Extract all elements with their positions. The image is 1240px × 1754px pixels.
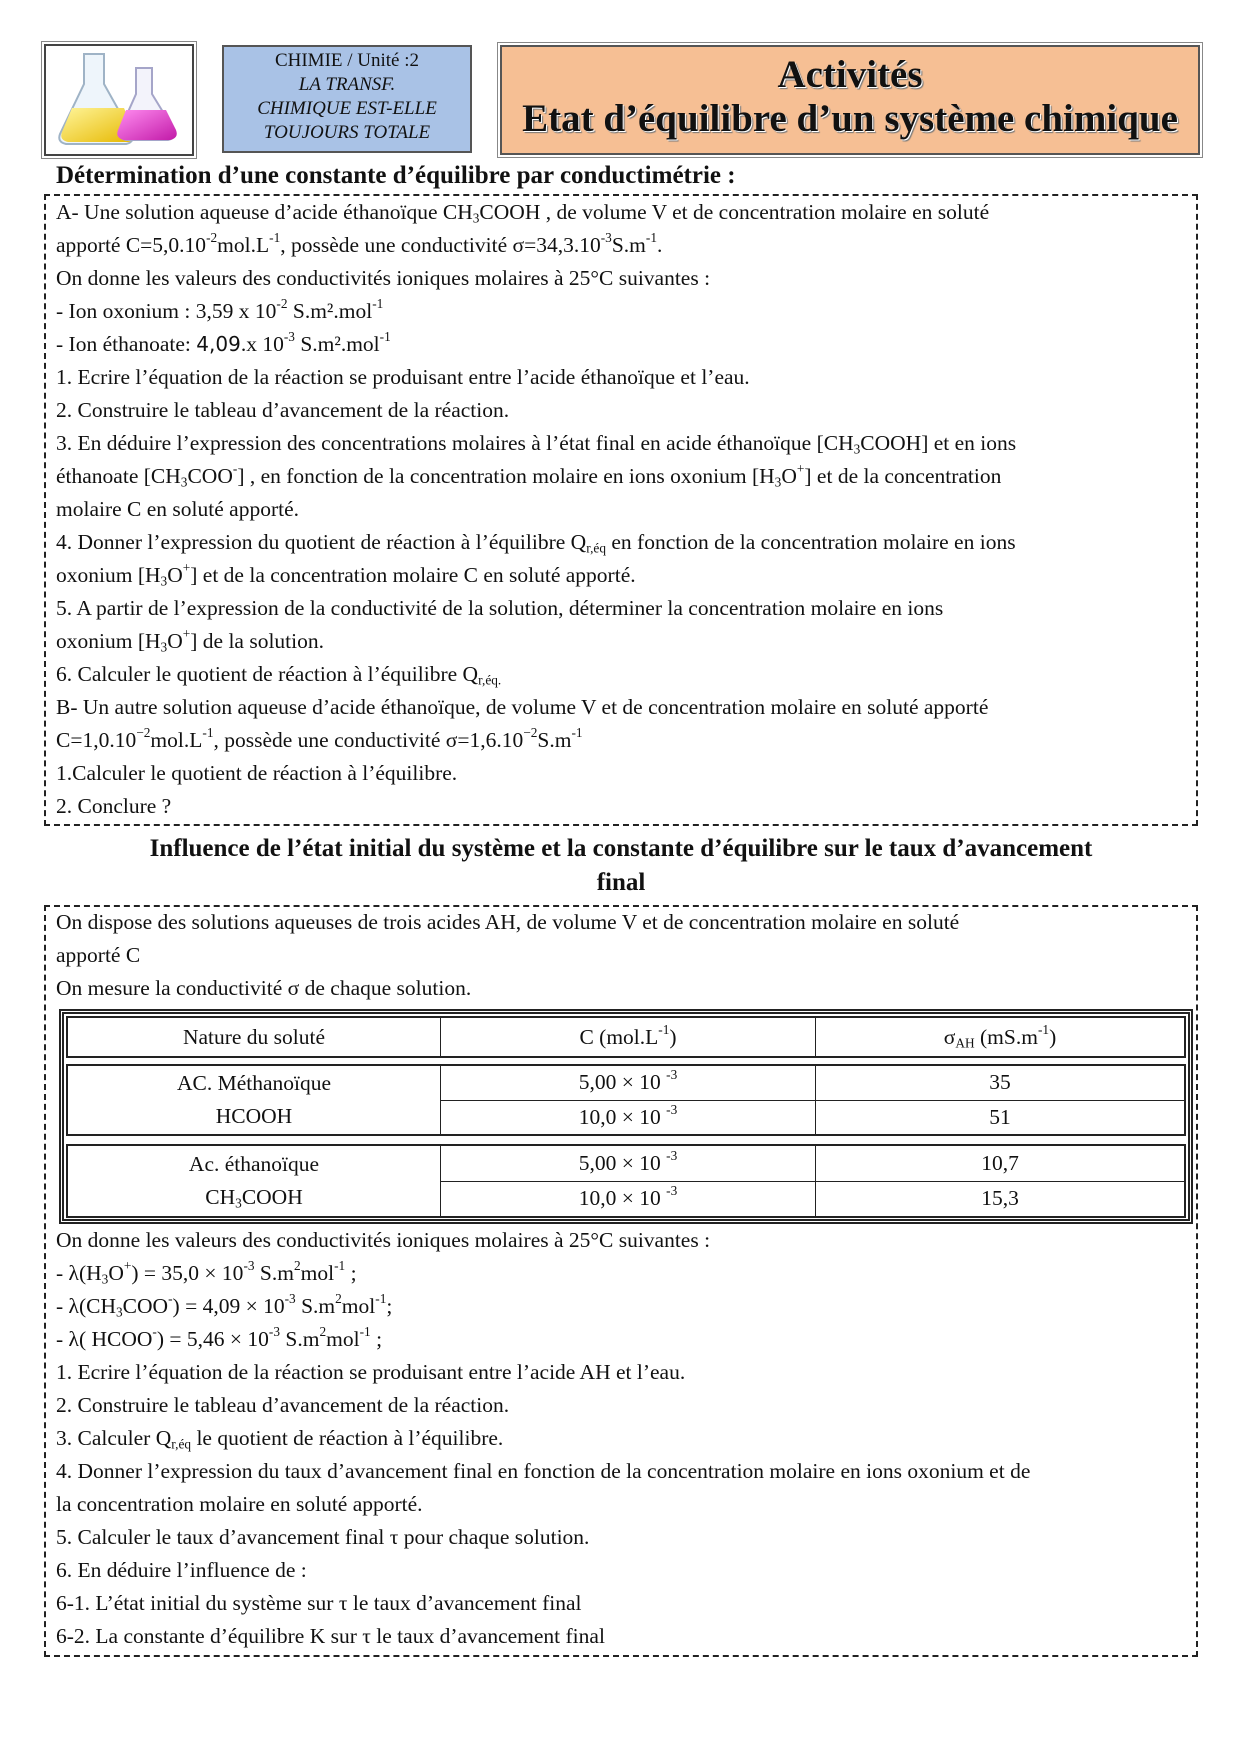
question-3: 3. En déduire l’expression des concentrations molaires à l’état final en acide éthanoïque $[CH_3COOH]$ et en ions xyxy=(56,431,1017,457)
lambda-ethanoate: - $\lambda(CH_3COO^-) = 4,09 \times 10^{-3}$ $S.m^2mol^{-1}$; xyxy=(56,1291,393,1320)
question-3-cont: molaire C en soluté apporté. xyxy=(56,497,299,521)
question-5: 5. Calculer le taux d’avancement final τ pour chaque solution. xyxy=(56,1525,590,1549)
question-1: 1. Ecrire l’équation de la réaction se produisant entre l’acide éthanoïque et l’eau. xyxy=(56,365,750,389)
text-line: On donne les valeurs des conductivités ioniques molaires à 25°C suivantes : xyxy=(56,1228,711,1252)
solute-name-cell: AC. Méthanoïque HCOOH xyxy=(67,1065,441,1135)
question-2: 2. Construire le tableau d’avancement de la réaction. xyxy=(56,1393,510,1417)
question-3: 3. Calculer $Q_{r,éq}$ le quotient de réaction à l’équilibre. xyxy=(56,1426,504,1452)
text-line: On mesure la conductivité σ de chaque solution. xyxy=(56,976,472,1000)
part-b-question-2: 2. Conclure ? xyxy=(56,794,172,818)
question-4: 4. Donner l’expression du taux d’avancement final en fonction de la concentration molaire en ions oxonium et de xyxy=(56,1459,1031,1483)
text-line: - Ion éthanoate: 4,09.x $10^{-3}$ S.m².mol$^{-1}$ xyxy=(56,329,391,356)
sigma-cell: 15,3 xyxy=(816,1181,1186,1217)
question-4-cont: la concentration molaire en soluté apporté. xyxy=(56,1492,423,1516)
table-header xyxy=(66,1016,1186,1058)
table-group-methanoique xyxy=(66,1064,1186,1136)
section2-questions xyxy=(56,1224,1030,1653)
table-group-ethanoique xyxy=(66,1144,1186,1218)
question-1: 1. Ecrire l’équation de la réaction se produisant entre l’acide AH et l’eau. xyxy=(56,1360,686,1384)
question-6-1: 6-1. L’état initial du système sur τ le taux d’avancement final xyxy=(56,1591,582,1615)
page-title: Activités xyxy=(777,53,923,96)
text-line: A- Une solution aqueuse d’acide éthanoïque $CH_3COOH$ , de volume V et de concentration molaire en soluté xyxy=(56,200,990,226)
question-4-cont: oxonium $[H_3O^+]$ et de la concentration molaire C en soluté apporté. xyxy=(56,560,636,589)
logo-box xyxy=(44,44,194,156)
section2-title: Influence de l’état initial du système et la constante d’équilibre sur le taux d’avancement final xyxy=(149,835,1093,896)
part-b-intro-cont: $C=1,0.10^{-2}mol.L^{-1}$, possède une conductivité $\sigma=1,6.10^{-2}S.m^{-1}$ xyxy=(56,725,583,752)
header-cell: Nature du soluté xyxy=(67,1017,441,1057)
solute-name-cell: Ac. éthanoïque $CH_3COOH$ xyxy=(67,1145,441,1217)
question-6: 6. Calculer le quotient de réaction à l’équilibre $Q_{r,éq.}$ xyxy=(56,662,502,688)
question-4: 4. Donner l’expression du quotient de réaction à l’équilibre $Q_{r,éq}$ en fonction de la concentration molaire en ions xyxy=(56,530,1016,556)
page-subtitle: Etat d’équilibre d’un système chimique xyxy=(522,97,1178,140)
header-cell: $\sigma_{AH}$ $(mS.m^{-1})$ xyxy=(816,1017,1186,1057)
question-3-cont: éthanoate $[CH_3COO^-]$ , en fonction de la concentration molaire en ions oxonium $[H_3O^+]$ et de la concentration xyxy=(56,461,1002,490)
title-box xyxy=(500,45,1200,155)
text-line: apporté $C=5,0.10^{-2}mol.L^{-1}$, possède une conductivité $\sigma=34,3.10^{-3}S.m^{-1}$. xyxy=(56,230,663,257)
question-5-cont: oxonium $[H_3O^+]$ de la solution. xyxy=(56,626,325,655)
question-6: 6. En déduire l’influence de : xyxy=(56,1558,307,1582)
section1-title: Détermination d’une constante d’équilibre par conductimétrie : xyxy=(56,162,736,189)
lambda-oxonium: - $\lambda(H_3O^+) = 35,0 \times 10^{-3}$ $S.m^2mol^{-1}$ ; xyxy=(56,1258,357,1287)
unit-box xyxy=(222,45,472,153)
question-6-2: 6-2. La constante d’équilibre K sur τ le taux d’avancement final xyxy=(56,1624,605,1648)
concentration-cell: 5,00 × 10 $^{-3}$ xyxy=(441,1065,816,1100)
text-line: apporté C xyxy=(56,943,141,967)
text-line: On donne les valeurs des conductivités ioniques molaires à 25°C suivantes : xyxy=(56,266,711,290)
unit-title-line: TOUJOURS TOTALE xyxy=(263,122,431,143)
unit-label: CHIMIE / Unité :2 xyxy=(274,50,420,71)
part-b-intro: B- Un autre solution aqueuse d’acide éthanoïque, de volume V et de concentration molaire en soluté apporté xyxy=(56,695,989,719)
section2-intro xyxy=(56,906,959,1005)
sigma-cell: 35 xyxy=(816,1065,1186,1100)
concentration-cell: 5,00 × 10 $^{-3}$ xyxy=(441,1145,816,1181)
section1-text xyxy=(56,196,1016,823)
unit-title-line: LA TRANSF. xyxy=(298,74,396,95)
part-b-question-1: 1.Calculer le quotient de réaction à l’équilibre. xyxy=(56,761,458,785)
lambda-methanoate: - λ( HCOO-) = $5,46 \times 10^{-3}$ $S.m^2mol^{-1}$ ; xyxy=(56,1324,383,1351)
concentration-cell: 10,0 × 10 $^{-3}$ xyxy=(441,1181,816,1217)
question-5: 5. A partir de l’expression de la conductivité de la solution, déterminer la concentration molaire en ions xyxy=(56,596,944,620)
question-2: 2. Construire le tableau d’avancement de la réaction. xyxy=(56,398,510,422)
unit-title-line: CHIMIQUE EST-ELLE xyxy=(257,98,437,119)
text-line: - Ion oxonium : 3,59 x $10^{-2}$ S.m².mol$^{-1}$ xyxy=(56,296,384,323)
sigma-cell: 10,7 xyxy=(816,1145,1186,1181)
concentration-cell: 10,0 × 10 $^{-3}$ xyxy=(441,1100,816,1135)
sigma-cell: 51 xyxy=(816,1100,1186,1135)
header-cell: C $(mol.L^{-1})$ xyxy=(441,1017,816,1057)
text-line: On dispose des solutions aqueuses de trois acides AH, de volume V et de concentration molaire en soluté xyxy=(56,910,960,934)
flasks-icon xyxy=(46,46,192,154)
